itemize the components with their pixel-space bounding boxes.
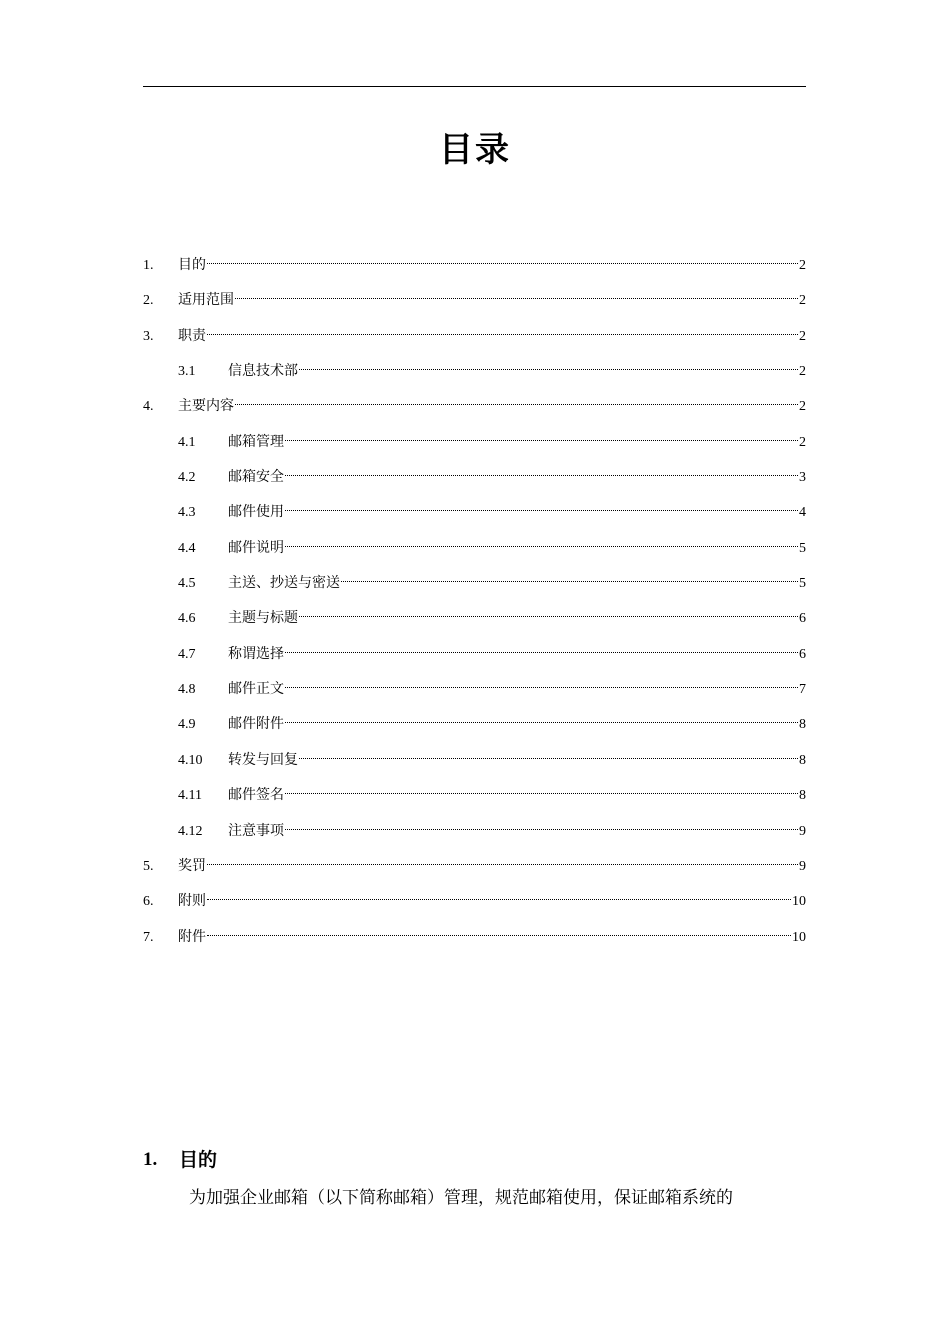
toc-entry-title: 邮箱安全 [228, 469, 284, 486]
toc-entry-page: 10 [792, 929, 806, 945]
toc-dot-leader [299, 758, 798, 759]
toc-entry[interactable] [143, 642, 806, 677]
toc-entry[interactable] [143, 288, 806, 323]
toc-entry-title: 职责 [178, 327, 206, 344]
toc-dot-leader [285, 440, 798, 441]
toc-entry-title: 附件 [178, 928, 206, 945]
toc-entry-page: 3 [799, 470, 806, 486]
toc-dot-leader [285, 793, 798, 794]
section-number: 1. [143, 1149, 158, 1170]
toc-entry-number: 4.9 [178, 717, 196, 733]
toc-entry-number: 2. [143, 293, 154, 309]
toc-entry-title: 邮件附件 [228, 716, 284, 733]
toc-entry-title: 注意事项 [228, 822, 284, 839]
toc-dot-leader [235, 404, 798, 405]
toc-entry-page: 2 [799, 328, 806, 344]
toc-entry[interactable] [143, 889, 806, 924]
toc-entry-number: 7. [143, 929, 154, 945]
toc-entry-title: 主送、抄送与密送 [228, 575, 340, 592]
toc-entry[interactable] [143, 253, 806, 288]
toc-entry-title: 奖罚 [178, 857, 206, 874]
toc-entry[interactable] [143, 606, 806, 641]
toc-entry-number: 4.10 [178, 752, 203, 768]
toc-dot-leader [285, 687, 798, 688]
toc-entry[interactable] [143, 430, 806, 465]
toc-dot-leader [207, 935, 791, 936]
toc-entry[interactable] [143, 819, 806, 854]
toc-entry-page: 5 [799, 576, 806, 592]
toc-dot-leader [299, 369, 798, 370]
toc-entry-number: 1. [143, 258, 154, 273]
toc-entry-page: 2 [799, 434, 806, 450]
toc-entry-title: 信息技术部 [228, 363, 298, 380]
toc-entry[interactable] [143, 783, 806, 818]
toc-entry-title: 邮件签名 [228, 787, 284, 804]
toc-entry-page: 6 [799, 646, 806, 662]
toc-dot-leader [285, 722, 798, 723]
toc-entry[interactable] [143, 712, 806, 747]
toc-dot-leader [285, 546, 798, 547]
toc-entry-page: 5 [799, 540, 806, 556]
toc-entry-title: 主要内容 [178, 398, 234, 415]
toc-entry[interactable] [143, 571, 806, 606]
toc-entry-number: 4.3 [178, 505, 196, 521]
toc-dot-leader [285, 652, 798, 653]
toc-entry-page: 10 [792, 894, 806, 910]
toc-dot-leader [207, 334, 798, 335]
toc-entry-page: 7 [799, 682, 806, 698]
toc-entry-page: 2 [799, 293, 806, 309]
toc-entry[interactable] [143, 925, 806, 960]
toc-entry-number: 3.1 [178, 364, 196, 380]
toc-entry[interactable] [143, 748, 806, 783]
toc-entry-page: 8 [799, 788, 806, 804]
toc-entry-page: 4 [799, 505, 806, 521]
toc-entry-number: 4.7 [178, 646, 196, 662]
toc-dot-leader [207, 263, 798, 264]
toc-entry-number: 5. [143, 858, 154, 874]
toc-entry-number: 4.11 [178, 788, 202, 804]
toc-entry[interactable] [143, 394, 806, 429]
table-of-contents [143, 253, 806, 960]
toc-entry-number: 4.1 [178, 434, 196, 450]
toc-entry[interactable] [143, 536, 806, 571]
toc-dot-leader [299, 616, 798, 617]
body-paragraph: 为加强企业邮箱（以下简称邮箱）管理，规范邮箱使用，保证邮箱系统的 [189, 1188, 733, 1208]
toc-title: 目录 [439, 130, 511, 170]
toc-entry-title: 适用范围 [178, 292, 234, 309]
toc-entry-page: 9 [799, 823, 806, 839]
toc-entry-number: 4. [143, 399, 154, 415]
toc-entry-number: 3. [143, 328, 154, 344]
toc-entry[interactable] [143, 324, 806, 359]
toc-dot-leader [285, 510, 798, 511]
toc-entry[interactable] [143, 677, 806, 712]
section-title: 目的 [179, 1149, 218, 1171]
toc-entry-title: 邮件使用 [228, 504, 284, 521]
header-rule [143, 86, 806, 87]
toc-entry-title: 邮件正文 [228, 681, 284, 698]
toc-entry-number: 6. [143, 894, 154, 910]
toc-entry-page: 8 [799, 717, 806, 733]
toc-entry[interactable] [143, 465, 806, 500]
toc-entry-page: 2 [799, 364, 806, 380]
toc-entry-page: 2 [799, 258, 806, 273]
toc-entry-title: 附则 [178, 893, 206, 910]
toc-entry-page: 2 [799, 399, 806, 415]
toc-entry-title: 目的 [178, 257, 206, 273]
toc-entry-number: 4.4 [178, 540, 196, 556]
toc-entry[interactable] [143, 854, 806, 889]
toc-entry-page: 6 [799, 611, 806, 627]
toc-dot-leader [285, 829, 798, 830]
toc-entry-page: 8 [799, 752, 806, 768]
toc-dot-leader [341, 581, 798, 582]
toc-entry[interactable] [143, 359, 806, 394]
toc-entry-title: 转发与回复 [228, 751, 298, 768]
toc-entry-number: 4.5 [178, 576, 196, 592]
toc-entry-page: 9 [799, 858, 806, 874]
toc-entry-title: 邮件说明 [228, 539, 284, 556]
toc-entry-title: 邮箱管理 [228, 433, 284, 450]
toc-dot-leader [235, 298, 798, 299]
toc-dot-leader [207, 899, 791, 900]
toc-entry[interactable] [143, 500, 806, 535]
toc-dot-leader [285, 475, 798, 476]
toc-entry-number: 4.12 [178, 823, 203, 839]
toc-dot-leader [207, 864, 798, 865]
toc-entry-title: 主题与标题 [228, 610, 298, 627]
toc-entry-number: 4.8 [178, 682, 196, 698]
section-heading [143, 1146, 217, 1174]
toc-entry-number: 4.6 [178, 611, 196, 627]
toc-entry-title: 称谓选择 [228, 645, 284, 662]
toc-entry-number: 4.2 [178, 470, 196, 486]
